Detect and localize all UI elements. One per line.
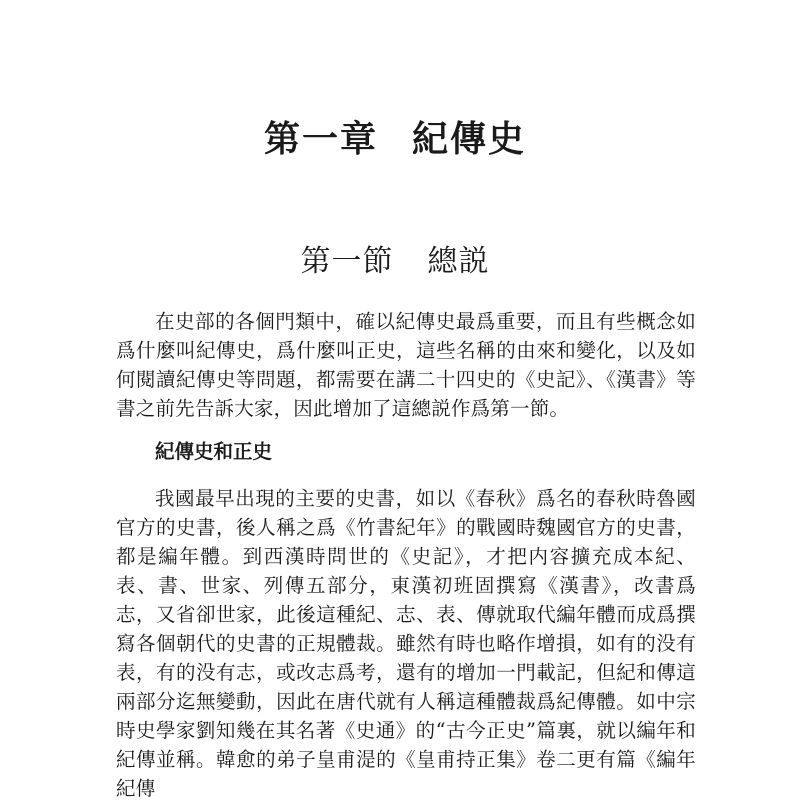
chapter-title: [0, 115, 790, 163]
section-name: 總説: [427, 244, 490, 279]
chapter-number: 第一章: [263, 118, 378, 160]
history-paragraph: 我國最早出現的主要的史書，如以《春秋》爲名的春秋時魯國官方的史書，後人稱之爲《竹書紀年》的戰國時魏國官方的史書，都是編年體。到西漢時問世的《史記》，才把内容擴充成本紀、表、書、世家、列傳五部分，東漢初班固撰寫《漢書》，改書爲志，又省卻世家，此後這種紀、志、表、傳就取代編年體而成爲撰寫各個朝代的史書的正規體裁。雖然有時也略作增損，如有的没有表，有的没有志，或改志爲考，還有的增加一門載記，但紀和傳這兩部分迄無變動，因此在唐代就有人稱這種體裁爲紀傳體。如中宗時史學家劉知幾在其名著《史通》的“古今正史”篇裏，就以編年和紀傳並稱。韓愈的弟子皇甫湜的《皇甫持正集》卷二更有篇《編年紀傳: [116, 487, 696, 800]
section-title: [0, 240, 790, 284]
chapter-name: 紀傳史: [412, 118, 527, 160]
subheading: 紀傳史和正史: [155, 440, 273, 463]
intro-paragraph: 在史部的各個門類中，確以紀傳史最爲重要，而且有些概念如爲什麼叫紀傳史，爲什麼叫正史，這些名稱的由來和變化，以及如何閱讀紀傳史等問題，都需要在講二十四史的《史記》、《漢書》等書之前先告訴大家，因此增加了這總説作爲第一節。: [116, 310, 696, 420]
section-number: 第一節: [300, 244, 394, 279]
